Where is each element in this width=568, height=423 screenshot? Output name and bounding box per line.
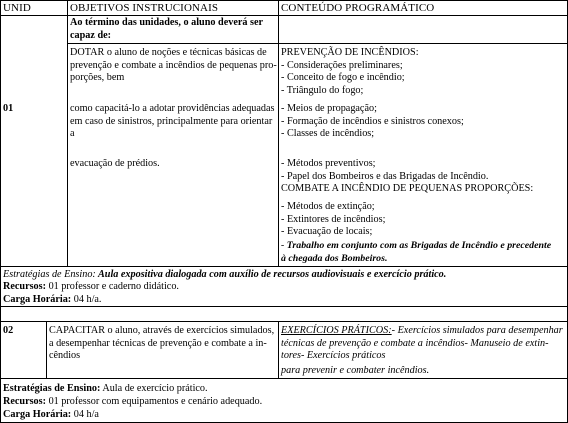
rule-col1-lower — [46, 321, 47, 379]
rule-left — [0, 0, 1, 423]
unit2-objective-line: a desempenhar técnicas de prevenção e combate a in- — [49, 338, 267, 349]
unit1-objective-line: porções, bem — [70, 72, 125, 83]
unit1-content-item: - Triângulo do fogo; — [281, 85, 364, 96]
unit2-content-rest: - Exercícios simulados para desempenhar — [391, 325, 563, 336]
header-conteudo: CONTEÚDO PROGRAMÁTICO — [281, 2, 435, 14]
workload-label: Carga Horária: — [3, 294, 72, 305]
rule-col1-upper — [67, 0, 68, 267]
unit1-combate-heading: COMBATE A INCÊNDIO DE PEQUENAS PROPORÇÕES: — [281, 183, 534, 194]
resources-text: 01 professor com equipamentos e cenário adequado. — [46, 396, 263, 407]
unit1-final-item: - Trabalho em conjunto com as Brigadas de Incêndio e precedente — [281, 240, 552, 251]
intro-line-2: capaz de: — [70, 30, 112, 41]
rule-summary1-bottom — [0, 306, 568, 307]
intro-line-1: Ao término das unidades, o aluno deverá ser — [70, 17, 264, 28]
unit1-final-item: à chegada dos Bombeiros. — [281, 253, 388, 264]
unit2-objective-line: cêndios — [49, 350, 81, 361]
header-objetivos: OBJETIVOS INSTRUCIONAIS — [70, 2, 219, 14]
resources-text: 01 professor e caderno didático. — [46, 281, 179, 292]
unit2-strategies — [3, 383, 208, 394]
rule-header-bottom — [0, 15, 568, 16]
resources-label: Recursos: — [3, 396, 47, 407]
unit1-objective-line: prevenção e combate a incêndios de pequenas pro- — [70, 60, 277, 71]
rule-col2-upper — [278, 0, 279, 267]
unit1-content-item: - Classes de incêndios; — [281, 128, 375, 139]
strategies-label: Estratégias de Ensino: — [3, 269, 96, 280]
unit1-strategies — [3, 269, 446, 280]
rule-col2-lower — [278, 321, 279, 379]
unit1-objective-line: como capacitá-lo a adotar providências adequadas — [70, 103, 275, 114]
rule-spacer-bottom — [0, 321, 568, 322]
unit1-objective-line: evacuação de prédios. — [70, 158, 160, 169]
rule-intro-bottom — [67, 43, 568, 44]
workload-text: 04 h/a. — [71, 294, 102, 305]
unit2-content-line: técnicas de prevenção e combate a incêndios- Manuseio de extin- — [281, 338, 549, 349]
unit1-objective-line: em caso de sinistros, principalmente para orientar — [70, 116, 273, 127]
rule-unit2-bottom — [0, 378, 568, 379]
resources-label: Recursos: — [3, 281, 47, 292]
unit1-content-item: - Meios de propagação; — [281, 103, 377, 114]
header-unid: UNID — [3, 2, 31, 14]
unit1-prevencao-heading: PREVENÇÃO DE INCÊNDIOS: — [281, 47, 419, 58]
unit1-objective-line: a — [70, 128, 75, 139]
unit1-content-item: - Considerações preliminares; — [281, 60, 403, 71]
unit2-number: 02 — [3, 325, 14, 336]
strategies-text: Aula de exercício prático. — [100, 383, 208, 394]
unit1-content-item: - Extintores de incêndios; — [281, 214, 386, 225]
unit1-content-item: - Evacuação de locais; — [281, 226, 373, 237]
unit1-content-item: - Conceito de fogo e incêndio; — [281, 72, 405, 83]
unit1-resources — [3, 281, 179, 292]
unit2-content-line — [281, 325, 563, 336]
strategies-text: Aula expositiva dialogada com auxílio de recursos audiovisuais e exercício prático. — [95, 269, 447, 280]
unit2-objective-line: CAPACITAR o aluno, através de exercícios simulados, — [49, 325, 275, 336]
rule-top — [0, 0, 568, 1]
rule-unit1-bottom — [0, 266, 568, 267]
workload-text: 04 h/a — [71, 409, 99, 420]
unit2-content-line: tores- Exercícios práticos — [281, 350, 386, 361]
unit1-number: 01 — [3, 103, 14, 114]
unit2-resources — [3, 396, 262, 407]
strategies-label: Estratégias de Ensino: — [3, 383, 101, 394]
unit1-content-item: - Métodos preventivos; — [281, 158, 376, 169]
unit1-content-item: - Papel dos Bombeiros e das Brigadas de Incêndio. — [281, 171, 489, 182]
unit1-content-item: - Métodos de extinção; — [281, 201, 375, 212]
unit2-content-line: para prevenir e combater incêndios. — [281, 365, 430, 376]
unit1-objective-line: DOTAR o aluno de noções e técnicas básicas de — [70, 47, 267, 58]
unit2-content-heading: EXERCÍCIOS PRÁTICOS: — [281, 325, 392, 336]
workload-label: Carga Horária: — [3, 409, 72, 420]
unit1-content-item: - Formação de incêndios e sinistros conexos; — [281, 116, 464, 127]
unit2-workload — [3, 409, 99, 420]
unit1-workload — [3, 294, 101, 305]
